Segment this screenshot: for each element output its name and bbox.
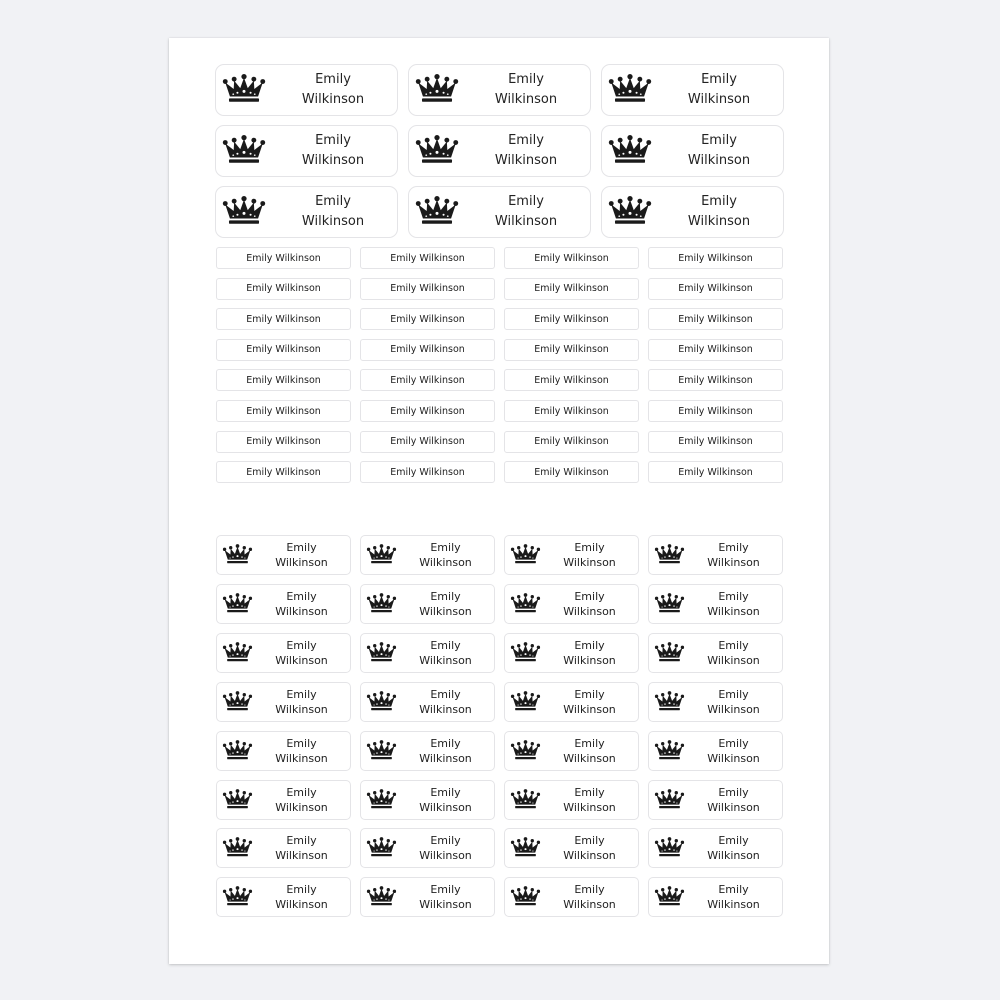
full-name: Emily Wilkinson: [390, 252, 465, 264]
first-name: Emily: [718, 589, 749, 603]
first-name: Emily: [430, 541, 461, 554]
full-name: Emily Wilkinson: [246, 436, 321, 448]
name-block: [687, 829, 780, 867]
full-name: Emily Wilkinson: [246, 252, 321, 264]
medium-name-label: [216, 535, 351, 575]
first-name: Emily: [430, 834, 461, 848]
name-block: [271, 187, 395, 237]
small-name-label: [360, 247, 495, 269]
last-name: Wilkinson: [275, 849, 328, 863]
full-name: Emily Wilkinson: [246, 313, 321, 325]
last-name: Wilkinson: [275, 800, 328, 814]
last-name: Wilkinson: [494, 214, 558, 229]
medium-name-label: [360, 535, 495, 575]
crown-icon: [222, 642, 253, 663]
first-name: Emily: [286, 785, 317, 799]
medium-name-label: [504, 633, 639, 673]
small-name-label: [360, 431, 495, 453]
last-name: Wilkinson: [563, 604, 616, 618]
last-name: Wilkinson: [707, 751, 760, 765]
medium-name-label: [360, 584, 495, 624]
crown-icon: [510, 837, 541, 858]
name-block: [543, 585, 636, 623]
last-name: Wilkinson: [687, 92, 751, 107]
small-name-label: [360, 461, 495, 483]
first-name: Emily: [430, 589, 461, 603]
first-name: Emily: [701, 133, 737, 148]
large-name-label: [215, 186, 398, 238]
first-name: Emily: [574, 638, 605, 652]
small-name-label: [216, 278, 351, 300]
crown-icon: [510, 593, 541, 614]
name-block: [399, 585, 492, 623]
medium-name-label: [216, 828, 351, 868]
medium-name-label: [360, 633, 495, 673]
first-name: Emily: [430, 785, 461, 799]
small-name-label: [504, 247, 639, 269]
full-name: Emily Wilkinson: [246, 374, 321, 386]
first-name: Emily: [574, 883, 605, 897]
crown-icon: [222, 691, 253, 712]
name-block: [687, 683, 780, 721]
last-name: Wilkinson: [687, 214, 751, 229]
first-name: Emily: [315, 72, 351, 87]
small-name-label: [648, 400, 783, 422]
name-block: [399, 634, 492, 672]
first-name: Emily: [701, 72, 737, 87]
crown-icon: [654, 544, 685, 565]
full-name: Emily Wilkinson: [678, 436, 753, 448]
crown-icon: [654, 789, 685, 810]
first-name: Emily: [574, 785, 605, 799]
crown-icon: [222, 544, 253, 565]
full-name: Emily Wilkinson: [678, 374, 753, 386]
first-name: Emily: [574, 687, 605, 701]
name-block: [399, 878, 492, 916]
medium-name-label: [216, 780, 351, 820]
last-name: Wilkinson: [563, 898, 616, 912]
full-name: Emily Wilkinson: [246, 405, 321, 417]
crown-icon: [414, 74, 460, 104]
small-name-label: [504, 339, 639, 361]
medium-name-label: [504, 682, 639, 722]
last-name: Wilkinson: [419, 556, 472, 569]
large-name-label: [408, 186, 591, 238]
name-block: [687, 634, 780, 672]
medium-name-label: [504, 828, 639, 868]
crown-icon: [607, 135, 653, 165]
large-name-label: [215, 125, 398, 177]
last-name: Wilkinson: [301, 153, 365, 168]
medium-name-label: [504, 780, 639, 820]
crown-icon: [654, 837, 685, 858]
large-name-label: [601, 125, 784, 177]
last-name: Wilkinson: [419, 653, 472, 667]
first-name: Emily: [718, 638, 749, 652]
last-name: Wilkinson: [494, 92, 558, 107]
small-name-label: [504, 400, 639, 422]
medium-name-label: [648, 682, 783, 722]
name-block: [255, 829, 348, 867]
crown-icon: [607, 196, 653, 226]
large-name-label: [601, 64, 784, 116]
crown-icon: [510, 691, 541, 712]
small-name-label: [648, 339, 783, 361]
first-name: Emily: [286, 883, 317, 897]
first-name: Emily: [286, 589, 317, 603]
small-name-label: [360, 308, 495, 330]
crown-icon: [221, 135, 267, 165]
first-name: Emily: [574, 589, 605, 603]
first-name: Emily: [430, 736, 461, 750]
last-name: Wilkinson: [563, 751, 616, 765]
full-name: Emily Wilkinson: [390, 405, 465, 417]
large-name-label: [408, 64, 591, 116]
first-name: Emily: [718, 834, 749, 848]
name-block: [464, 126, 588, 176]
first-name: Emily: [574, 834, 605, 848]
crown-icon: [510, 544, 541, 565]
medium-name-label: [648, 633, 783, 673]
last-name: Wilkinson: [707, 849, 760, 863]
large-name-label: [601, 186, 784, 238]
last-name: Wilkinson: [419, 702, 472, 716]
small-name-label: [216, 247, 351, 269]
small-name-label: [360, 339, 495, 361]
crown-icon: [510, 886, 541, 907]
medium-name-label: [648, 780, 783, 820]
full-name: Emily Wilkinson: [534, 466, 609, 478]
first-name: Emily: [286, 638, 317, 652]
crown-icon: [222, 837, 253, 858]
full-name: Emily Wilkinson: [390, 374, 465, 386]
large-name-label: [408, 125, 591, 177]
name-block: [543, 878, 636, 916]
last-name: Wilkinson: [419, 898, 472, 912]
crown-icon: [414, 135, 460, 165]
last-name: Wilkinson: [563, 702, 616, 716]
medium-name-label: [360, 780, 495, 820]
first-name: Emily: [574, 736, 605, 750]
first-name: Emily: [286, 834, 317, 848]
last-name: Wilkinson: [707, 604, 760, 618]
last-name: Wilkinson: [301, 214, 365, 229]
full-name: Emily Wilkinson: [534, 436, 609, 448]
medium-name-label: [360, 877, 495, 917]
crown-icon: [654, 593, 685, 614]
crown-icon: [510, 642, 541, 663]
name-block: [255, 634, 348, 672]
full-name: Emily Wilkinson: [390, 313, 465, 325]
last-name: Wilkinson: [275, 702, 328, 716]
first-name: Emily: [286, 687, 317, 701]
last-name: Wilkinson: [419, 849, 472, 863]
last-name: Wilkinson: [563, 800, 616, 814]
small-name-label: [216, 339, 351, 361]
name-block: [255, 536, 348, 574]
medium-name-label: [216, 877, 351, 917]
name-block: [657, 187, 781, 237]
crown-icon: [654, 886, 685, 907]
name-block: [543, 634, 636, 672]
last-name: Wilkinson: [275, 604, 328, 618]
full-name: Emily Wilkinson: [390, 466, 465, 478]
full-name: Emily Wilkinson: [534, 313, 609, 325]
crown-icon: [366, 740, 397, 761]
name-block: [543, 683, 636, 721]
name-block: [687, 585, 780, 623]
medium-name-label: [360, 682, 495, 722]
small-name-label: [360, 400, 495, 422]
full-name: Emily Wilkinson: [246, 344, 321, 356]
medium-name-label: [216, 633, 351, 673]
crown-icon: [510, 789, 541, 810]
medium-name-label: [648, 535, 783, 575]
small-name-label: [648, 308, 783, 330]
crown-icon: [366, 691, 397, 712]
small-name-label: [648, 431, 783, 453]
crown-icon: [414, 196, 460, 226]
name-block: [255, 878, 348, 916]
first-name: Emily: [718, 883, 749, 897]
name-block: [543, 829, 636, 867]
medium-name-label: [648, 584, 783, 624]
last-name: Wilkinson: [419, 604, 472, 618]
name-block: [255, 683, 348, 721]
name-block: [271, 126, 395, 176]
crown-icon: [654, 740, 685, 761]
medium-name-label: [360, 828, 495, 868]
full-name: Emily Wilkinson: [678, 252, 753, 264]
last-name: Wilkinson: [419, 800, 472, 814]
small-name-label: [360, 278, 495, 300]
small-name-label: [216, 369, 351, 391]
crown-icon: [654, 642, 685, 663]
first-name: Emily: [574, 541, 605, 554]
first-name: Emily: [718, 541, 749, 554]
first-name: Emily: [286, 736, 317, 750]
crown-icon: [366, 837, 397, 858]
small-name-label: [648, 461, 783, 483]
full-name: Emily Wilkinson: [534, 374, 609, 386]
name-block: [543, 781, 636, 819]
name-block: [255, 781, 348, 819]
crown-icon: [221, 196, 267, 226]
last-name: Wilkinson: [563, 556, 616, 569]
small-name-label: [216, 431, 351, 453]
name-block: [543, 536, 636, 574]
last-name: Wilkinson: [275, 556, 328, 569]
name-block: [464, 187, 588, 237]
small-name-label: [504, 369, 639, 391]
small-name-label: [504, 308, 639, 330]
last-name: Wilkinson: [419, 751, 472, 765]
first-name: Emily: [718, 687, 749, 701]
first-name: Emily: [508, 72, 544, 87]
small-name-label: [360, 369, 495, 391]
last-name: Wilkinson: [687, 153, 751, 168]
first-name: Emily: [430, 883, 461, 897]
last-name: Wilkinson: [275, 653, 328, 667]
name-block: [255, 732, 348, 770]
label-sheet: [169, 38, 829, 964]
full-name: Emily Wilkinson: [390, 283, 465, 295]
crown-icon: [366, 642, 397, 663]
small-name-label: [504, 461, 639, 483]
small-name-label: [648, 369, 783, 391]
full-name: Emily Wilkinson: [534, 252, 609, 264]
first-name: Emily: [286, 541, 317, 554]
small-name-label: [648, 247, 783, 269]
name-block: [255, 585, 348, 623]
last-name: Wilkinson: [301, 92, 365, 107]
name-block: [687, 781, 780, 819]
small-name-label: [504, 431, 639, 453]
name-block: [399, 829, 492, 867]
name-block: [399, 781, 492, 819]
full-name: Emily Wilkinson: [678, 405, 753, 417]
last-name: Wilkinson: [707, 653, 760, 667]
crown-icon: [222, 789, 253, 810]
crown-icon: [222, 593, 253, 614]
small-name-label: [504, 278, 639, 300]
crown-icon: [366, 886, 397, 907]
small-name-label: [216, 308, 351, 330]
last-name: Wilkinson: [275, 898, 328, 912]
crown-icon: [366, 789, 397, 810]
medium-name-label: [504, 877, 639, 917]
last-name: Wilkinson: [707, 556, 760, 569]
small-name-label: [216, 400, 351, 422]
name-block: [464, 65, 588, 115]
full-name: Emily Wilkinson: [678, 313, 753, 325]
last-name: Wilkinson: [494, 153, 558, 168]
full-name: Emily Wilkinson: [534, 405, 609, 417]
first-name: Emily: [315, 194, 351, 209]
name-block: [271, 65, 395, 115]
medium-name-label: [504, 535, 639, 575]
medium-name-label: [648, 731, 783, 771]
full-name: Emily Wilkinson: [678, 466, 753, 478]
first-name: Emily: [315, 133, 351, 148]
medium-name-label: [216, 584, 351, 624]
name-block: [399, 732, 492, 770]
first-name: Emily: [701, 194, 737, 209]
name-block: [399, 683, 492, 721]
full-name: Emily Wilkinson: [390, 436, 465, 448]
crown-icon: [222, 740, 253, 761]
last-name: Wilkinson: [275, 751, 328, 765]
last-name: Wilkinson: [707, 702, 760, 716]
first-name: Emily: [430, 638, 461, 652]
full-name: Emily Wilkinson: [534, 283, 609, 295]
crown-icon: [366, 544, 397, 565]
medium-name-label: [504, 584, 639, 624]
full-name: Emily Wilkinson: [678, 344, 753, 356]
name-block: [657, 65, 781, 115]
medium-name-label: [648, 828, 783, 868]
full-name: Emily Wilkinson: [678, 283, 753, 295]
small-name-label: [216, 461, 351, 483]
large-name-label: [215, 64, 398, 116]
crown-icon: [607, 74, 653, 104]
medium-name-label: [648, 877, 783, 917]
medium-name-label: [216, 731, 351, 771]
name-block: [399, 536, 492, 574]
name-block: [687, 732, 780, 770]
first-name: Emily: [718, 736, 749, 750]
full-name: Emily Wilkinson: [246, 466, 321, 478]
first-name: Emily: [430, 687, 461, 701]
last-name: Wilkinson: [563, 653, 616, 667]
last-name: Wilkinson: [563, 849, 616, 863]
full-name: Emily Wilkinson: [534, 344, 609, 356]
full-name: Emily Wilkinson: [246, 283, 321, 295]
name-block: [687, 878, 780, 916]
crown-icon: [510, 740, 541, 761]
name-block: [657, 126, 781, 176]
last-name: Wilkinson: [707, 898, 760, 912]
first-name: Emily: [718, 785, 749, 799]
crown-icon: [222, 886, 253, 907]
medium-name-label: [216, 682, 351, 722]
name-block: [543, 732, 636, 770]
crown-icon: [221, 74, 267, 104]
medium-name-label: [504, 731, 639, 771]
name-block: [687, 536, 780, 574]
first-name: Emily: [508, 133, 544, 148]
small-name-label: [648, 278, 783, 300]
first-name: Emily: [508, 194, 544, 209]
last-name: Wilkinson: [707, 800, 760, 814]
medium-name-label: [360, 731, 495, 771]
crown-icon: [366, 593, 397, 614]
full-name: Emily Wilkinson: [390, 344, 465, 356]
crown-icon: [654, 691, 685, 712]
